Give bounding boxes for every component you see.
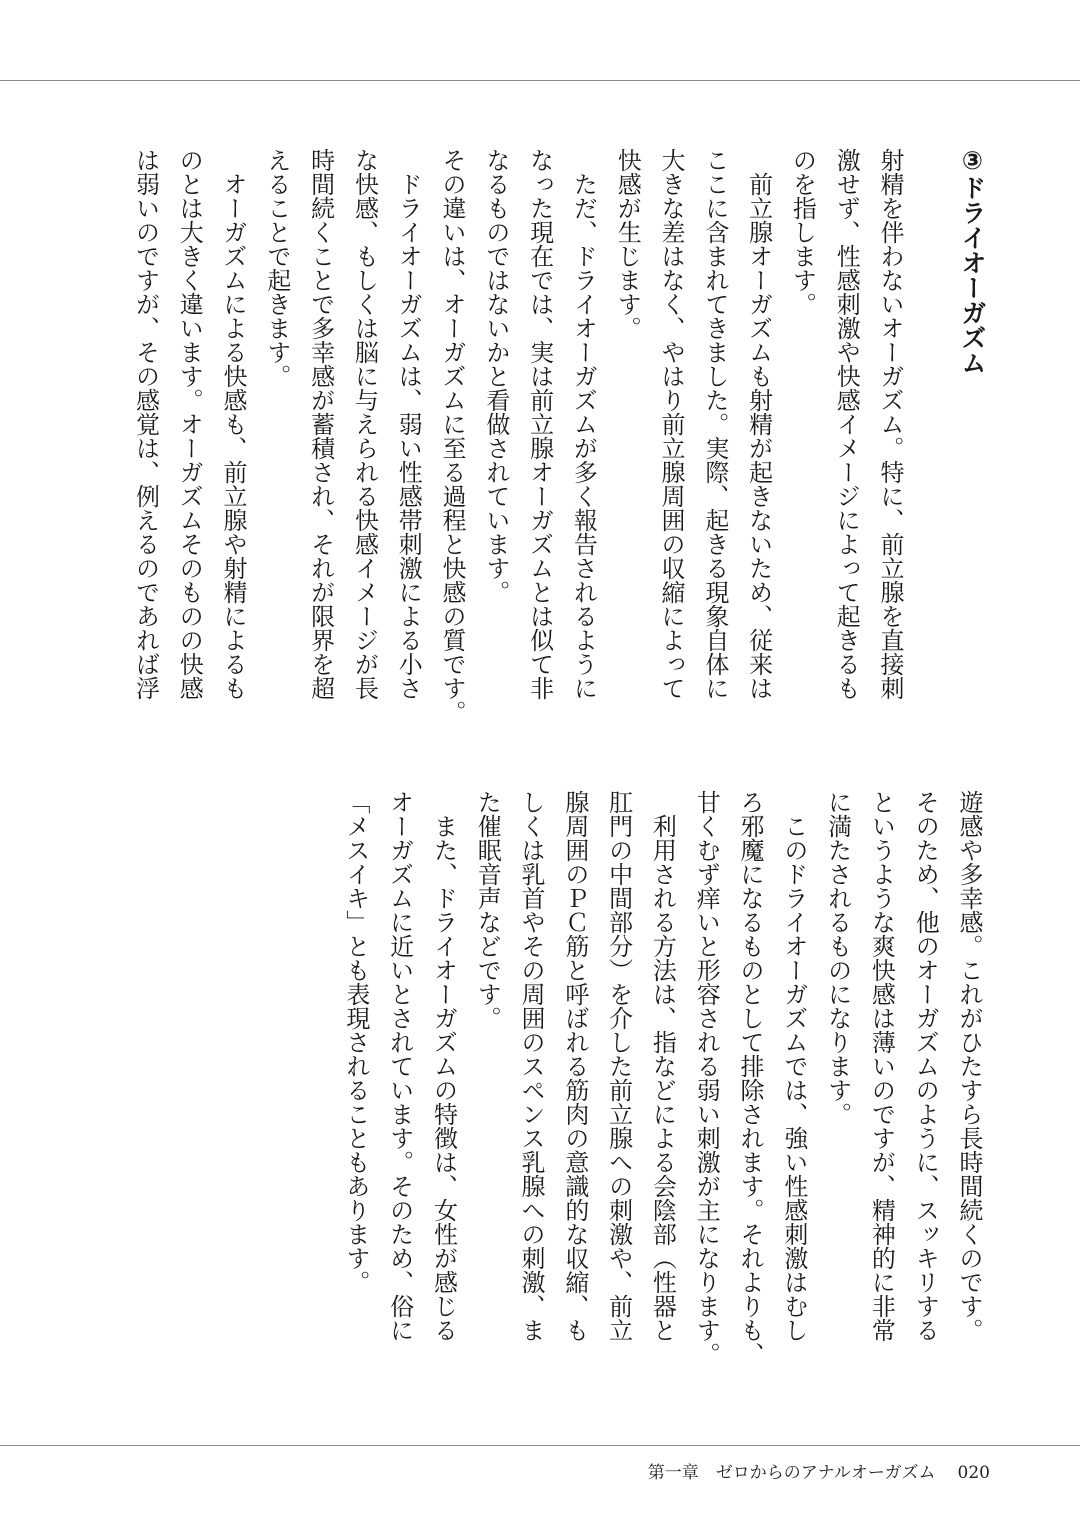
text-column: 遊感や多幸感。これがひたすら長時間続くのです。 [955,790,983,1342]
text-column: 時間続くことで多幸感が蓄積され、それが限界を超 [306,148,335,700]
text-column: このドライオーガズムでは、強い性感刺激はむし [779,790,808,1342]
text-column: そのため、他のオーガズムのように、スッキリする [911,790,940,1342]
text-column: 腺周囲のＰＣ筋と呼ばれる筋肉の意識的な収縮、も [560,790,589,1342]
text-column: 前立腺オーガズムも射精が起きないため、従来は [744,148,773,700]
text-column: 快感が生じます。 [613,148,642,340]
text-column: 利用される方法は、指などによる会陰部（性器と [648,790,677,1342]
header-rule [0,80,1080,81]
text-column: ろ邪魔になるものとして排除されます。それよりも、 [736,790,765,1366]
text-column: 大きな差はなく、やはり前立腺周囲の収縮によって [657,148,686,700]
text-column: 肛門の中間部分）を介した前立腺への刺激や、前立 [604,790,633,1342]
text-column: なるものではないかと看做されています。 [481,148,510,604]
text-column: な快感、もしくは脳に与えられる快感イメージが長 [350,148,379,700]
text-column: は弱いのですが、その感覚は、例えるのであれば浮 [131,148,160,700]
text-column: ただ、ドライオーガズムが多く報告されるように [569,148,598,700]
text-column: 激せず、性感刺激や快感イメージによって起きるも [832,148,861,700]
page-number: 020 [957,1463,990,1483]
text-column: に満たされるものになります。 [823,790,852,1126]
section-heading: ③ドライオーガズム [958,146,987,375]
chapter-title: 第一章 ゼロからのアナルオーガズム [647,1463,936,1483]
text-column: また、ドライオーガズムの特徴は、女性が感じる [429,790,458,1342]
text-column: 甘くむず痒いと形容される弱い刺激が主になります。 [692,790,721,1366]
text-column: オーガズムによる快感も、前立腺や射精によるも [219,148,248,700]
text-column: えることで起きます。 [262,148,291,388]
footer-rule [0,1445,1080,1446]
text-column: 射精を伴わないオーガズム。特に、前立腺を直接刺 [876,148,904,700]
text-column: しくは乳首やその周囲のスペンス乳腺への刺激、ま [517,790,546,1342]
text-column: オーガズムに近いとされています。そのため、俗に [385,790,414,1342]
text-column: というような爽快感は薄いのですが、精神的に非常 [867,790,896,1342]
running-footer [648,1458,990,1483]
text-column: のとは大きく違います。オーガズムそのものの快感 [175,148,204,700]
text-column: のを指します。 [788,148,817,316]
text-column: ドライオーガズムは、弱い性感帯刺激による小さ [394,148,423,700]
text-column: なった現在では、実は前立腺オーガズムとは似て非 [525,148,554,700]
text-column: 「メスイキ」とも表現されることもあります。 [341,790,370,1294]
text-column: た催眠音声などです。 [473,790,502,1030]
lower-text-block [333,790,990,1370]
text-column: その違いは、オーガズムに至る過程と快感の質です。 [438,148,467,724]
upper-text-block [123,148,911,728]
text-column: ここに含まれてきました。実際、起きる現象自体に [700,148,729,700]
